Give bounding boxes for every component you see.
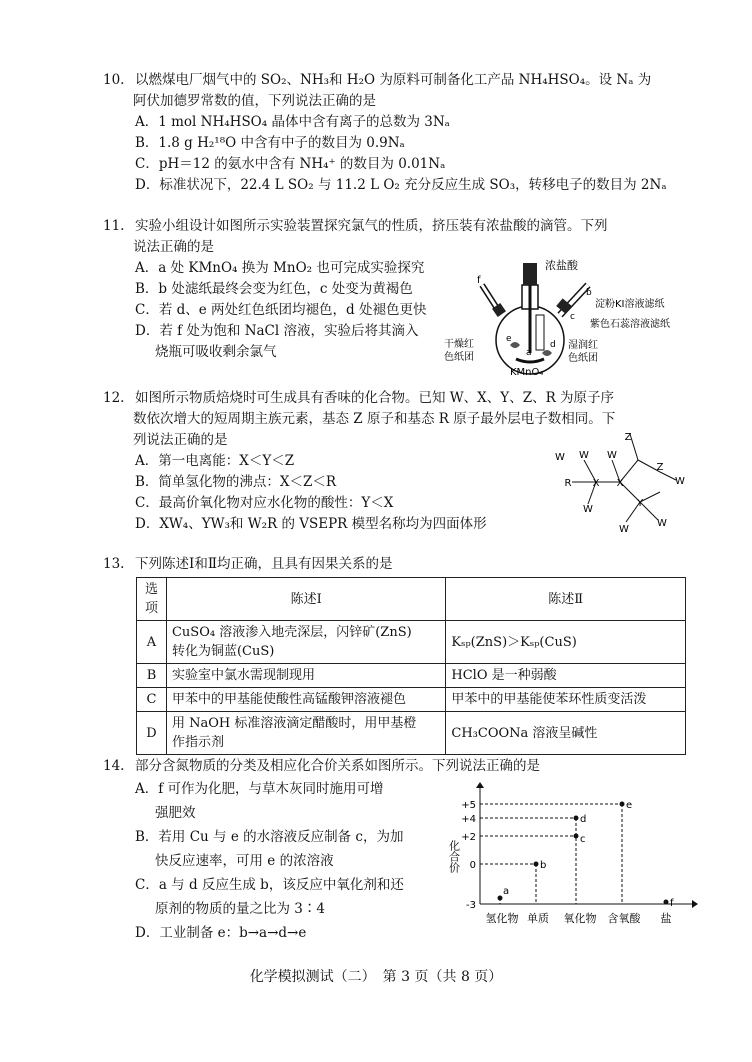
question-number: 10. [103, 72, 125, 88]
question-stem: 部分含氮物质的分类及相应化合价关系如图所示。下列说法正确的是 [135, 758, 540, 774]
y-axis-label: 化合价 [447, 840, 461, 873]
option-a: A．a 处 KMnO₄ 换为 MnO₂ 也可完成实验探究 [135, 260, 425, 276]
y-tick-label: 0 [469, 860, 476, 871]
cell-line: 用 NaOH 标准溶液滴定醋酸时，用甲基橙 [171, 716, 417, 731]
option-b-continued: 快反应速率，可用 e 的浓溶液 [155, 853, 334, 869]
point-label: c [580, 834, 586, 845]
table-cell-statement-1: 实验室中氯水需现制现用 [166, 664, 445, 688]
question-stem: 实验小组设计如图所示实验装置探究氯气的性质，挤压装有浓盐酸的滴管。下列 [135, 218, 608, 234]
label-conc-hcl: 浓盐酸 [545, 259, 578, 272]
option-c-continued: 原剂的物质的量之比为 3∶4 [155, 901, 325, 917]
point-a [498, 896, 503, 901]
option-d-continued: 烧瓶可吸收剩余氯气 [155, 344, 277, 360]
question-stem: 说法正确的是 [133, 239, 214, 255]
point-b [534, 862, 539, 867]
question-stem: 以燃煤电厂烟气中的 SO₂、NH₃和 H₂O 为原料可制备化工产品 NH₄HSO₄。设 Nₐ 为 [135, 72, 652, 88]
atom-label: Y [636, 498, 644, 509]
option-a-continued: 强肥效 [155, 805, 196, 821]
question-stem: 列说法正确的是 [133, 432, 228, 448]
atom-label: X [592, 478, 600, 489]
atom-label: W [657, 518, 667, 529]
option-c: C．pH＝12 的氨水中含有 NH₄⁺ 的数目为 0.01Nₐ [135, 156, 446, 172]
atom-label: X [616, 478, 624, 489]
option-c: C．a 与 d 反应生成 b，该反应中氧化剂和还 [135, 877, 404, 893]
table-cell-option: A [137, 621, 167, 664]
point-e [620, 802, 625, 807]
label-b: b [586, 288, 592, 298]
valence-chart [440, 780, 700, 932]
point-c [574, 834, 579, 839]
table-cell-statement-1 [166, 621, 445, 664]
table-cell-statement-2: HClO 是一种弱酸 [446, 664, 686, 688]
cell-line: 作指示剂 [171, 735, 224, 750]
cell-line: 转化为铜蓝(CuS) [171, 644, 275, 659]
point-label: a [503, 886, 510, 897]
y-tick-label: -3 [466, 900, 476, 911]
question-stem: 数依次增大的短周期主族元素，基态 Z 原子和基态 R 原子最外层电子数相同。下 [133, 411, 616, 427]
label-wet-paper: 湿润红 [568, 340, 598, 351]
atom-label: W [579, 450, 589, 461]
x-tick-label: 氢化物 [485, 912, 519, 925]
atom-label: W [619, 524, 629, 535]
question-number: 14. [103, 758, 125, 774]
point-d [574, 816, 579, 821]
question-stem: 阿伏加德罗常数的值，下列说法正确的是 [133, 93, 376, 109]
y-tick-label: +5 [461, 800, 476, 811]
option-d: D．若 f 处为饱和 NaCl 溶液，实验后将其滴入 [135, 323, 419, 339]
label-e: e [506, 334, 512, 344]
page-footer: 化学模拟测试（二） 第 3 页（共 8 页） [249, 969, 503, 985]
option-b: B．1.8 g H₂¹⁸O 中含有中子的数目为 0.9Nₐ [135, 135, 405, 151]
label-c: c [570, 312, 575, 322]
atom-label: W [675, 476, 685, 487]
table-cell-statement-2: CH₃COONa 溶液呈碱性 [446, 712, 686, 755]
option-b: B．若用 Cu 与 e 的水溶液反应制备 c，为加 [135, 829, 404, 845]
atom-label: W [583, 504, 593, 515]
table-row [137, 621, 686, 664]
x-tick-label: 氧化物 [563, 912, 597, 925]
question-number: 12. [103, 390, 125, 406]
option-c: C．若 d、e 两处红色纸团均褪色，d 处褪色更快 [135, 302, 427, 318]
point-label: e [626, 800, 633, 811]
option-d: D．标准状况下，22.4 L SO₂ 与 11.2 L O₂ 充分反应生成 SO₃，转移电子的数目为 2Nₐ [135, 177, 667, 193]
option-d: D．工业制备 e：b→a→d→e [135, 925, 307, 941]
table-cell-option: B [137, 664, 167, 688]
option-d: D．XW₄、YW₃和 W₂R 的 VSEPR 模型名称均为四面体形 [135, 516, 487, 532]
dropper-icon [523, 263, 537, 285]
label-kmno4: KMnO₄ [510, 367, 544, 378]
atom-label: W [555, 452, 565, 463]
table-header: 陈述Ⅰ [166, 578, 445, 621]
table-cell-statement-2: 甲苯中的甲基能使苯环性质变活泼 [446, 688, 686, 712]
option-a: A．第一电离能：X＜Y＜Z [135, 453, 295, 469]
label-f: f [477, 275, 481, 286]
table-row [137, 664, 686, 688]
table-cell-statement-1 [166, 712, 445, 755]
option-c: C．最高价氧化物对应水化物的酸性：Y＜X [135, 495, 394, 511]
question-number: 11. [103, 218, 125, 234]
statement-table [136, 577, 686, 755]
table-cell-statement-2: Kₛₚ(ZnS)＞Kₛₚ(CuS) [446, 621, 686, 664]
table-cell-statement-1: 甲苯中的甲基能使酸性高锰酸钾溶液褪色 [166, 688, 445, 712]
table-cell-option: C [137, 688, 167, 712]
table-header-row [137, 578, 686, 621]
point-label: d [580, 814, 587, 825]
question-stem: 下列陈述Ⅰ和Ⅱ均正确，且具有因果关系的是 [135, 556, 393, 572]
cell-line: CuSO₄ 溶液渗入地壳深层，闪锌矿(ZnS) [171, 625, 412, 640]
apparatus-figure [440, 255, 700, 380]
point-f [664, 900, 669, 905]
atom-label: Z [656, 462, 664, 473]
structure-figure [548, 430, 698, 538]
y-tick-label: +4 [461, 814, 476, 825]
option-a: A．f 可作为化肥，与草木灰同时施用可增 [135, 781, 384, 797]
label-litmus-paper: 紫色石蕊溶液滤纸 [590, 319, 670, 330]
atom-label: W [607, 450, 617, 461]
label-a: a [526, 348, 532, 358]
atom-label: Z [624, 432, 632, 443]
x-tick-label: 盐 [660, 912, 672, 925]
point-label: b [540, 860, 547, 871]
label-d: d [550, 340, 556, 350]
label-dry-paper: 干燥红 [444, 339, 474, 350]
label-wet-paper-2: 色纸团 [568, 353, 598, 364]
option-b: B．b 处滤纸最终会变为红色，c 处变为黄褐色 [135, 281, 413, 297]
table-cell-option: D [137, 712, 167, 755]
table-header: 陈述Ⅱ [446, 578, 686, 621]
table-header: 选项 [137, 578, 167, 621]
question-13 [103, 554, 703, 575]
question-number: 13. [103, 556, 125, 572]
y-tick-label: +2 [461, 832, 476, 843]
table-row [137, 712, 686, 755]
question-10 [103, 70, 703, 196]
point-label: f [670, 898, 674, 909]
question-stem: 如图所示物质焙烧时可生成具有香味的化合物。已知 W、X、Y、Z、R 为原子序 [135, 390, 615, 406]
label-dry-paper-2: 色纸团 [444, 352, 474, 363]
x-tick-label: 含氧酸 [607, 912, 641, 925]
x-tick-label: 单质 [527, 912, 549, 925]
atom-label: R [564, 478, 572, 489]
label-ki-paper: 淀粉KI溶液滤纸 [595, 299, 665, 310]
option-b: B．简单氢化物的沸点：X＜Z＜R [135, 474, 337, 490]
option-a: A．1 mol NH₄HSO₄ 晶体中含有离子的总数为 3Nₐ [135, 114, 450, 130]
table-row [137, 688, 686, 712]
